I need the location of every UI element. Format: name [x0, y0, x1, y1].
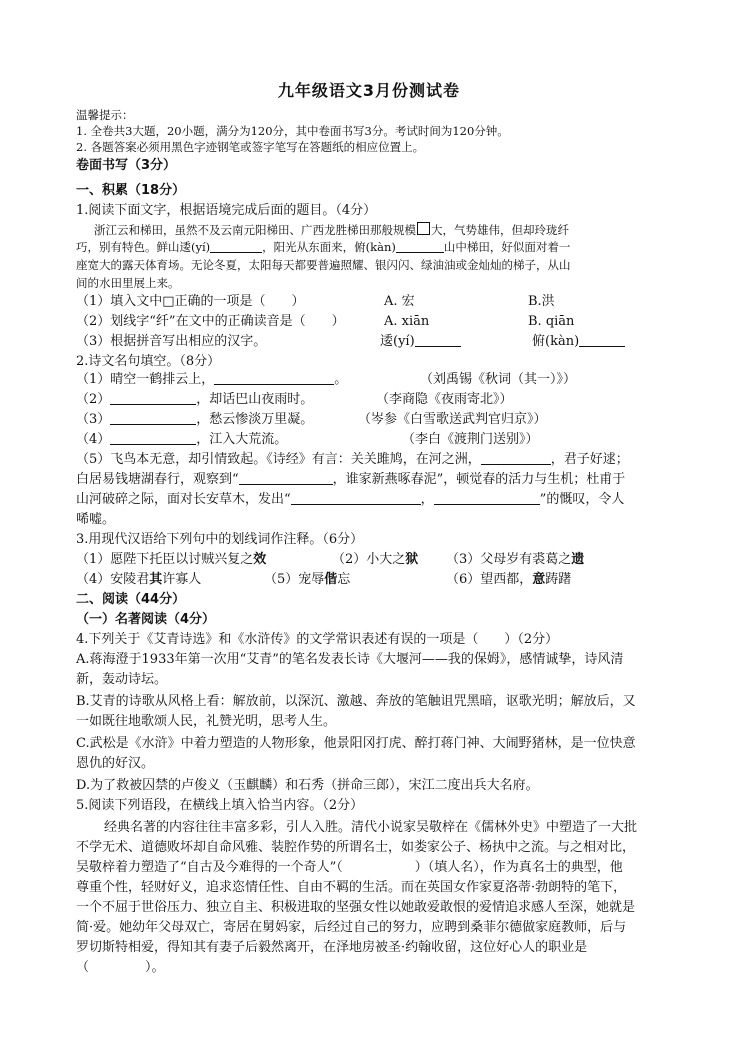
answer-blank[interactable]	[415, 334, 461, 347]
q2-text: ，谁家新燕啄春泥”，顿觉春的活力与生机；杜甫于	[332, 472, 626, 487]
q2-line-2	[76, 392, 313, 408]
q3-item-6	[446, 572, 571, 588]
q2-source-3: （岑参《白雪歌送武判官归京》）	[358, 412, 547, 427]
tips-heading: 温馨提示：	[76, 108, 134, 122]
q3-text: 忘	[337, 572, 351, 587]
q3-word: 效	[253, 552, 267, 567]
q2-line-6	[76, 472, 625, 488]
q4-option-b-line-2: 一如既往地歌颂人民，礼赞光明，思考人生。	[76, 714, 337, 729]
q3-item-1	[76, 552, 266, 568]
section-1-heading: 一、积累（18分）	[76, 183, 186, 198]
q2-text: 白居易钱塘湖春行，观察到“	[76, 472, 239, 487]
q2-text: （4）	[76, 432, 111, 447]
q1-sub1: （1）填入文中□正确的一项是（ ）	[76, 294, 305, 309]
q2-line-7	[76, 492, 624, 508]
q5-passage-line-5: 一个不屈于世俗压力、独立自主、积极进取的坚强女性以她敢爱敢恨的爱情追求感人至深，她就是	[76, 900, 636, 915]
q1-passage-line-3: 座宽大的露天体育场。无论冬夏，太阳每天都要普遍照耀、银闪闪、绿油油或金灿灿的梯子，从山	[76, 258, 571, 272]
answer-blank[interactable]	[110, 432, 196, 445]
answer-blank[interactable]	[291, 492, 421, 505]
q1-sub1-option-b[interactable]: B.洪	[528, 294, 555, 309]
q3-word: 遗	[571, 552, 585, 567]
answer-blank[interactable]	[434, 492, 540, 505]
answer-blank[interactable]	[110, 412, 196, 425]
q2-line-4	[76, 432, 287, 448]
q1-sub1-option-a[interactable]: A. 宏	[384, 294, 415, 309]
answer-blank[interactable]	[396, 240, 444, 253]
q2-text: （3）	[76, 412, 111, 427]
q5-passage-line-2: 不学无术、道德败坏却自命风雅、装腔作势的所谓名士，如娄家公子、杨执中之流。与之相对比，	[76, 840, 636, 855]
q3-text: （2）小大之	[332, 552, 406, 567]
tips-item-1: 1. 全卷共3大题，20小题，满分为120分，其中卷面书写3分。考试时间为120分钟。	[76, 124, 509, 138]
q1-sub2-option-a[interactable]: A. xiān	[384, 314, 430, 329]
q3-text: （1）愿陛下托臣以讨贼兴复之	[76, 552, 254, 567]
q5-stem: 5.阅读下列语段，在横线上填入恰当内容。（2分）	[76, 798, 364, 813]
q1-passage-text: ，阳光从东面来，俯(kàn)	[262, 240, 396, 254]
q3-word: 偕	[324, 572, 338, 587]
q2-text: （1）晴空一鹤排云上，	[76, 372, 215, 387]
q5-text: 吴敬梓着力塑造了“自古及今难得的一个奇人”（	[76, 860, 343, 875]
q4-option-d[interactable]: D.为了救被囚禁的卢俊义（玉麒麟）和石秀（拼命三郎），宋江二度出兵大名府。	[76, 778, 539, 793]
q3-item-4	[76, 572, 201, 588]
q2-text: ，	[420, 492, 434, 507]
q1-passage-text: 巧，别有特色。鲜山逶(yí)	[76, 240, 211, 254]
q1-sub3-a	[380, 334, 461, 350]
q1-passage-text: 山中梯田，好似面对着一	[443, 240, 571, 254]
q1-sub3-a-label: 逶(yí)	[380, 334, 415, 349]
q5-passage-line-6: 简·爱。她幼年父母双亡，寄居在舅妈家，后经过自己的努力，应聘到桑菲尔德做家庭教师，后与	[76, 920, 627, 935]
q2-line-3	[76, 412, 313, 428]
q1-sub3: （3）根据拼音写出相应的汉字。	[76, 334, 267, 349]
q3-word: 意	[532, 572, 546, 587]
tips-item-2: 2. 各题答案必须用黑色字迹钢笔或签字笔写在答题纸的相应位置上。	[76, 140, 425, 154]
answer-blank[interactable]	[579, 334, 625, 347]
answer-blank[interactable]	[210, 240, 262, 253]
q4-stem: 4.下列关于《艾青诗选》和《水浒传》的文学常识表述有误的一项是（ ）（2分）	[76, 632, 559, 647]
q1-sub3-b-label: 俯(kàn)	[532, 334, 580, 349]
q5-text: （	[76, 960, 90, 975]
q2-text: ，却话巴山夜雨时。	[196, 392, 314, 407]
q2-text: （2）	[76, 392, 111, 407]
q4-option-a-line-2: 新，轰动诗坛。	[76, 672, 168, 687]
section-2-heading: 二、阅读（44分）	[76, 592, 186, 607]
q5-text: ）。	[145, 960, 165, 975]
q1-sub2: （2）划线字“纤”在文中的正确读音是（ ）	[76, 314, 345, 329]
q1-passage-text: 浙江云和梯田，虽然不及云南元阳梯田、广西龙胜梯田那般规模	[94, 223, 416, 237]
answer-blank[interactable]	[239, 472, 333, 485]
blank-box	[417, 222, 430, 235]
q3-text: 许寡人	[162, 572, 202, 587]
q2-text: ，君子好逑；	[550, 452, 629, 467]
q5-text: ）（填人名），作为真名士的典型，他	[414, 860, 623, 875]
q2-text: （5）飞鸟本无意，却引情致起。《诗经》有言：关关雎鸠，在河之洲，	[76, 452, 481, 467]
q3-item-3	[446, 552, 584, 568]
q2-stem: 2.诗文名句填空。（8分）	[76, 354, 221, 369]
q1-passage-line-1	[94, 222, 569, 238]
q2-line-8: 唏嘘。	[76, 512, 116, 527]
q2-text: ”的慨叹，令人	[539, 492, 625, 507]
q2-text: ，江入大荒流。	[196, 432, 288, 447]
q1-passage-line-2	[76, 240, 570, 255]
q1-stem: 1.阅读下面文字，根据语境完成后面的题目。（4分）	[76, 203, 377, 218]
answer-blank[interactable]	[481, 452, 551, 465]
q5-passage-line-8	[76, 960, 165, 976]
q2-source-4: （李白《渡荆门送别》）	[402, 432, 539, 447]
q3-text: （5）宠辱	[264, 572, 325, 587]
section-2-1-heading: （一）名著阅读（4分）	[76, 612, 216, 627]
q2-source-1: （刘禹锡《秋词（其一）》）	[420, 372, 577, 387]
q3-item-5	[264, 572, 350, 588]
q2-line-1: （1）晴空一鹤排云上， 。	[76, 372, 348, 387]
q4-option-a-line-1[interactable]: A.蒋海澄于1933年第一次用“艾青”的笔名发表长诗《大堰河——我的保姆》，感情诚挚，诗风清	[76, 652, 624, 667]
q5-passage-line-4: 尊重个性，轻财好义，追求恣情任性、自由不羁的生活。而在英国女作家夏洛蒂·勃朗特的笔下，	[76, 880, 627, 895]
q2-line-5	[76, 452, 629, 468]
q5-passage-line-1: 经典名著的内容往往丰富多彩，引人入胜。清代小说家吴敬梓在《儒林外史》中塑造了一大批	[104, 820, 638, 835]
section-writing: 卷面书写（3分）	[76, 158, 177, 173]
q3-text: （3）父母岁有裘葛之	[446, 552, 572, 567]
page-title: 九年级语文3月份测试卷	[277, 81, 461, 100]
answer-blank[interactable]	[214, 372, 334, 385]
q3-text: 踌躇	[545, 572, 572, 587]
answer-blank[interactable]	[110, 392, 196, 405]
q4-option-c-line-1[interactable]: C.武松是《水浒》中着力塑造的人物形象，他景阳冈打虎、醉打蒋门神、大闹野猪林，是一位快意	[76, 736, 636, 751]
q5-passage-line-7: 罗切斯特相爱，得知其有妻子后毅然离开，在泽地房被圣·约翰收留，这位好心人的职业是	[76, 940, 588, 955]
q4-option-c-line-2: 恩仇的好汉。	[76, 756, 155, 771]
q3-word: 狱	[405, 552, 419, 567]
q1-passage-line-4: 间的水田里展上来。	[76, 276, 180, 290]
q4-option-b-line-1[interactable]: B.艾青的诗歌从风格上看：解放前，以深沉、激越、奔放的笔触诅咒黑暗，讴歌光明；解放后，又	[76, 694, 636, 709]
q5-passage-line-3	[76, 860, 623, 876]
q3-item-2	[332, 552, 418, 568]
q3-stem: 3.用现代汉语给下列句中的划线词作注释。（6分）	[76, 532, 364, 547]
q2-source-2: （李商隐《夜雨寄北》）	[376, 392, 513, 407]
q3-text: （4）安陵君	[76, 572, 150, 587]
q3-word: 其	[149, 572, 163, 587]
q1-sub2-option-b[interactable]: B. qiān	[528, 314, 575, 329]
q2-text: 山河破碎之际，面对长安草木，发出“	[76, 492, 291, 507]
q1-passage-text: 大，气势雄伟，但却玲珑纤	[431, 223, 569, 237]
q1-sub3-b	[532, 334, 625, 350]
q3-text: （6）望西都，	[446, 572, 533, 587]
q2-text: ，愁云惨淡万里凝。	[196, 412, 314, 427]
